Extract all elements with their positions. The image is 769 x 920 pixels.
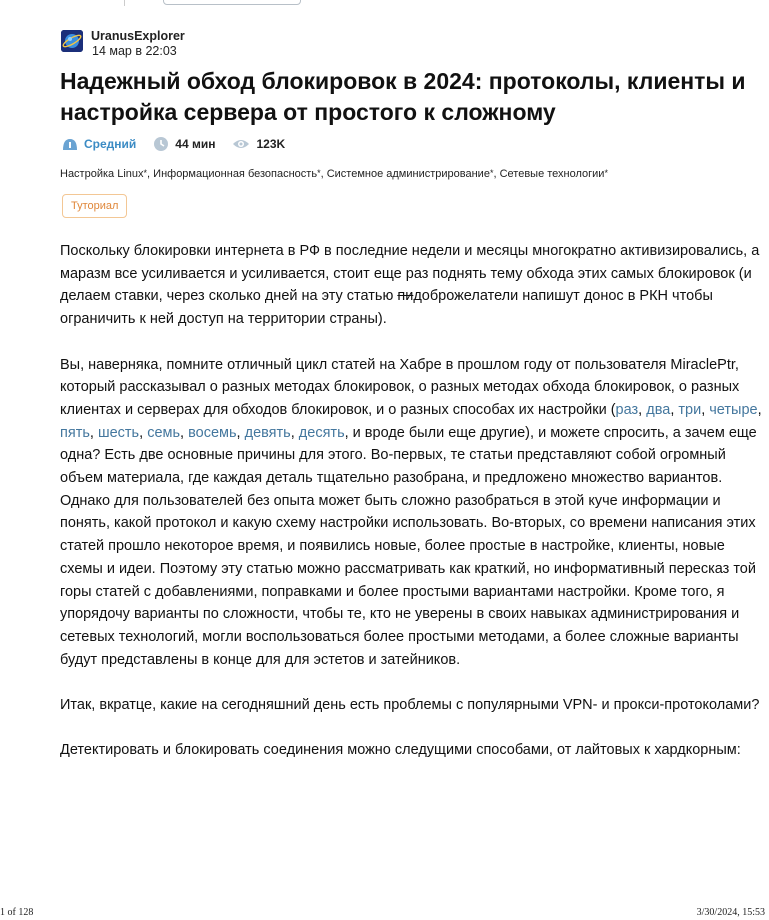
article-link[interactable]: пять	[60, 424, 90, 441]
article-link[interactable]: шесть	[97, 424, 140, 441]
views-label: 123K	[256, 137, 286, 151]
publish-date: 14 мар в 22:03	[92, 44, 177, 58]
top-divider	[124, 0, 125, 6]
paragraph: Детектировать и блокировать соединения можно следущими способами, от лайтовых к хардкорным:	[60, 742, 741, 759]
paragraph: Итак, вкратце, какие на сегодняшний день есть проблемы с популярными VPN- и прокси-протоколами?	[60, 697, 760, 714]
strikethrough-text: пи	[397, 288, 414, 305]
hub-link[interactable]: Сетевые технологии*	[499, 168, 608, 180]
article-stats	[62, 136, 302, 152]
article-link[interactable]: восемь	[188, 424, 237, 441]
article-link[interactable]: десять	[298, 424, 345, 441]
paragraph: Поскольку блокировки интернета в РФ в последние недели и месяцы многократно активизировались, а маразм все усиливается и усиливается, стоит еще раз поднять тему обхода этих самых блокировок (и делаем ставки, через сколько дней на эту статью пидоброжелатели напишут донос в РКН чтобы ограничить к ней доступ на территории страны).	[60, 243, 760, 328]
hub-link[interactable]: Информационная безопасность*	[153, 168, 321, 180]
author-avatar[interactable]	[61, 30, 83, 52]
page-number: 1 of 128	[0, 907, 34, 918]
author-name[interactable]: UranusExplorer	[91, 29, 185, 43]
hub-link[interactable]: Системное администрирование*	[326, 168, 494, 180]
complexity-stat	[62, 136, 136, 152]
hubs-list: Настройка Linux*, Информационная безопасность*, Системное администрирование*, Сетевые технологии*	[60, 168, 608, 180]
article-body	[60, 240, 762, 785]
clock-icon	[153, 136, 169, 152]
article-link[interactable]: четыре	[709, 401, 758, 418]
print-footer	[0, 905, 769, 920]
article-link[interactable]: два	[646, 401, 671, 418]
complexity-icon	[62, 136, 78, 152]
tutorial-badge[interactable]: Туториал	[62, 194, 127, 218]
complexity-label: Средний	[84, 137, 137, 151]
reading-time-label: 44 мин	[175, 137, 216, 151]
article-title: Надежный обход блокировок в 2024: протоколы, клиенты и настройка сервера от простого к сложному	[60, 68, 746, 125]
paragraph: Вы, наверняка, помните отличный цикл статей на Хабре в прошлом году от пользователя MiraclePtr, который рассказывал о разных методах блокировок, о разных методах обхода блокировок, о разных клиентах и серверах для обходов блокировок, и о разных способах их настройки (раз, два, три, четыре, пять, шесть, семь, восемь, девять, десять, и вроде были еще другие), и можете спросить, а зачем еще одна? Есть две основные причины для этого. Во-первых, те статьи представляют собой огромный объем материала, где каждая деталь тщательно разобрана, и предложено множество вариантов. Однако для пользователей без опыта может быть сложно разобраться в этой куче информации и понять, какой протокол и какую схему настройки использовать. Во-вторых, со времени написания этих статей прошло некоторое время, и появились новые, более простые в настройке, клиенты, новые схемы и идеи. Поэтому эту статью можно рассматривать как краткий, но информативный пересказ той горы статей с добавлениями, поправками и более простыми вариантами настройки. Кроме того, я упорядочу варианты по сложности, чтобы те, кто не уверены в своих навыках администрирования и сетевых технологий, могли воспользоваться более простыми методами, а более сложные варианты будут представлены в конце для для эстетов и затейников.	[60, 356, 762, 668]
print-timestamp: 3/30/2024, 15:53	[696, 907, 765, 918]
eye-icon	[232, 136, 250, 152]
article-link[interactable]: девять	[244, 424, 291, 441]
top-search-box[interactable]	[163, 0, 301, 5]
article-link[interactable]: раз	[615, 401, 639, 418]
author-block	[61, 29, 185, 59]
reading-time-stat	[153, 136, 215, 152]
views-stat	[232, 136, 285, 152]
article-link[interactable]: семь	[147, 424, 181, 441]
hub-link[interactable]: Настройка Linux*	[60, 168, 148, 180]
article-link[interactable]: три	[678, 401, 702, 418]
